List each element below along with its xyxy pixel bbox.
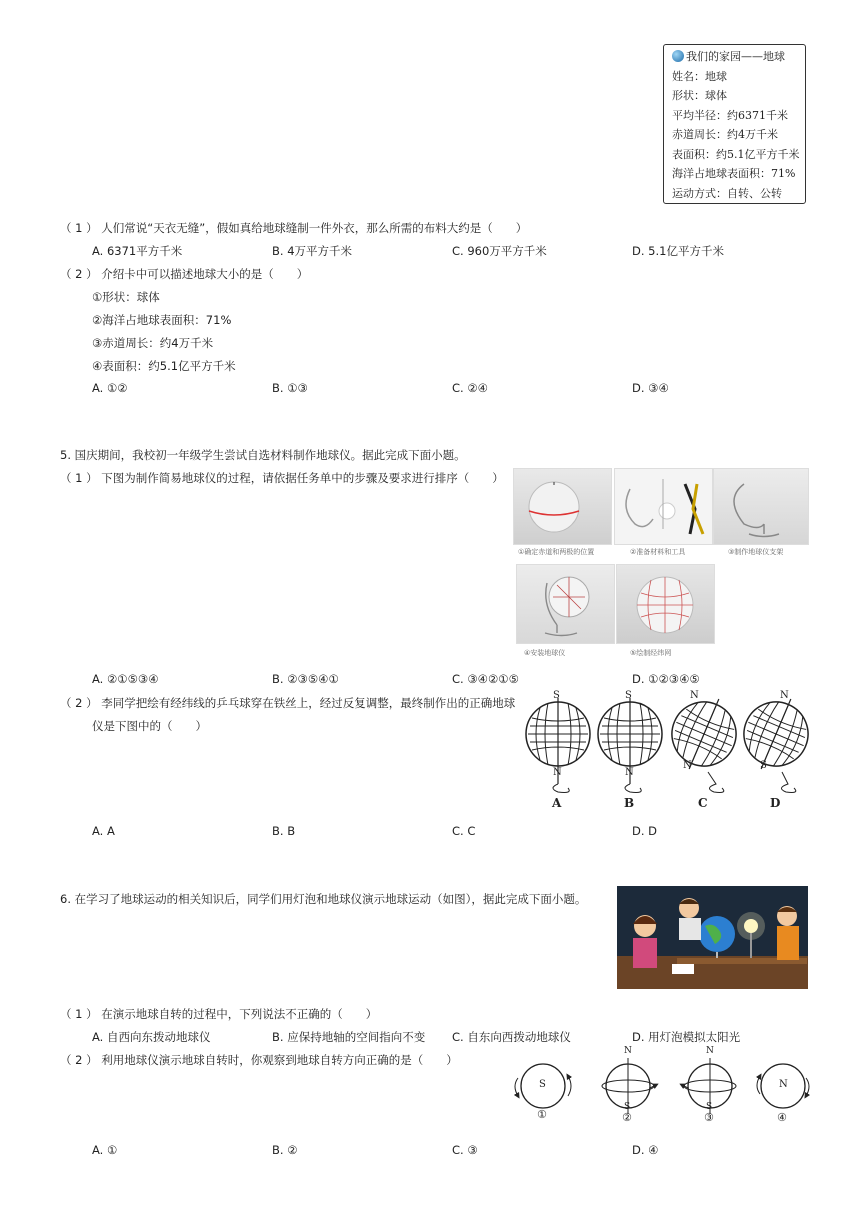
option-a[interactable]: A. 自西向东拨动地球仪 bbox=[92, 1030, 211, 1044]
card-line: 赤道周长：约4万千米 bbox=[672, 128, 778, 141]
rotation-center-label: N bbox=[779, 1079, 788, 1090]
option-d[interactable]: D. D bbox=[632, 824, 658, 838]
question-6-2-stem: （ 2 ） 利用地球仪演示地球自转时，你观察到地球自转方向正确的是（ ） bbox=[60, 1053, 458, 1067]
card-line: 运动方式：自转、公转 bbox=[672, 186, 782, 200]
globe-icon bbox=[672, 50, 684, 62]
rotation-pole-label: S bbox=[624, 1102, 631, 1112]
photo-caption: ⑤绘制经纬网 bbox=[630, 649, 672, 657]
card-title-row bbox=[672, 47, 805, 67]
question-4-2-stem: （ 2 ） 介绍卡中可以描述地球大小的是（ ） bbox=[60, 267, 309, 281]
pole-label: N bbox=[690, 690, 699, 701]
option-c[interactable]: C. 自东向西拨动地球仪 bbox=[452, 1030, 571, 1044]
rotation-pole-label: N bbox=[706, 1046, 714, 1056]
pole-label: S bbox=[760, 760, 767, 771]
photo-caption: ①确定赤道和两极的位置 bbox=[518, 548, 595, 556]
option-d[interactable]: D. 5.1亿平方千米 bbox=[632, 244, 724, 258]
option-b[interactable]: B. 应保持地轴的空间指向不变 bbox=[272, 1030, 426, 1044]
list-item: ③赤道周长：约4万千米 bbox=[92, 336, 214, 350]
photo-stand bbox=[713, 468, 809, 545]
rotation-label: ② bbox=[622, 1111, 632, 1124]
option-d[interactable]: D. ①②③④⑤ bbox=[632, 672, 700, 686]
globe-options-diagram bbox=[518, 688, 813, 813]
list-item: ④表面积：约5.1亿平方千米 bbox=[92, 359, 236, 373]
card-line: 姓名：地球 bbox=[672, 69, 727, 83]
globe-b bbox=[598, 698, 662, 793]
pole-label: N bbox=[780, 690, 789, 701]
photo-ball-equator bbox=[513, 468, 612, 545]
pole-label: S bbox=[553, 690, 560, 701]
pole-label: N bbox=[683, 760, 692, 771]
rotation-pole-label: S bbox=[706, 1102, 713, 1112]
option-b[interactable]: B. B bbox=[272, 824, 296, 838]
question-4-1-stem: （ 1 ） 人们常说“天衣无缝”，假如真给地球缝制一件外衣，那么所需的布料大约是（ ） bbox=[60, 221, 528, 235]
rotation-label: ③ bbox=[704, 1111, 714, 1124]
rotation-center-label: S bbox=[539, 1079, 546, 1090]
question-5-1-stem: （ 1 ） 下图为制作简易地球仪的过程，请依据任务单中的步骤及要求进行排序（ ） bbox=[60, 471, 504, 485]
photo-caption: ③制作地球仪支架 bbox=[728, 548, 784, 556]
option-a[interactable]: A. ①② bbox=[92, 381, 128, 395]
photo-assembled-globe bbox=[516, 564, 615, 644]
photo-caption: ④安装地球仪 bbox=[524, 649, 566, 657]
option-a[interactable]: A. A bbox=[92, 824, 115, 838]
option-c[interactable]: C. ③ bbox=[452, 1143, 478, 1157]
question-6-intro: 6. 在学习了地球运动的相关知识后，同学们用灯泡和地球仪演示地球运动（如图），据此完成下面小题。 bbox=[60, 892, 587, 906]
option-c[interactable]: C. ③④②①⑤ bbox=[452, 672, 519, 686]
option-c[interactable]: C. ②④ bbox=[452, 381, 488, 395]
rotation-label: ④ bbox=[777, 1111, 787, 1124]
pole-label: S bbox=[625, 690, 632, 701]
card-line: 平均半径：约6371千米 bbox=[672, 108, 788, 122]
pole-label: N bbox=[625, 767, 634, 778]
option-a[interactable]: A. ① bbox=[92, 1143, 118, 1157]
rotation-pole-label: N bbox=[624, 1046, 632, 1056]
rotation-label: ① bbox=[537, 1108, 547, 1121]
question-5-2-stem: （ 2 ） 李同学把绘有经纬线的乒乓球穿在铁丝上，经过反复调整，最终制作出的正确地球 bbox=[60, 696, 516, 710]
option-b[interactable]: B. ② bbox=[272, 1143, 298, 1157]
globe-label: C bbox=[698, 796, 708, 810]
globe-label: D bbox=[770, 796, 781, 810]
question-5-2-stem-cont: 仪是下图中的（ ） bbox=[92, 719, 207, 733]
card-line: 表面积：约5.1亿平方千米 bbox=[672, 147, 800, 161]
illustration-globe-demo bbox=[617, 886, 808, 989]
option-a[interactable]: A. 6371平方千米 bbox=[92, 244, 183, 258]
globe-label: A bbox=[552, 796, 562, 810]
option-c[interactable]: C. 960万平方千米 bbox=[452, 244, 547, 258]
pole-label: N bbox=[553, 767, 562, 778]
card-title: 我们的家园——地球 bbox=[686, 50, 785, 63]
globe-label: B bbox=[624, 796, 635, 810]
option-c[interactable]: C. C bbox=[452, 824, 476, 838]
photo-materials bbox=[614, 468, 713, 545]
globe-a bbox=[526, 698, 590, 793]
list-item: ②海洋占地球表面积：71% bbox=[92, 313, 232, 327]
option-b[interactable]: B. ①③ bbox=[272, 381, 308, 395]
option-a[interactable]: A. ②①⑤③④ bbox=[92, 672, 159, 686]
card-line: 形状：球体 bbox=[672, 89, 727, 102]
option-b[interactable]: B. ②③⑤④① bbox=[272, 672, 339, 686]
globe-d bbox=[732, 688, 813, 793]
option-d[interactable]: D. ④ bbox=[632, 1143, 659, 1157]
photo-grid-ball bbox=[616, 564, 715, 644]
card-line: 海洋占地球表面积：71% bbox=[672, 167, 796, 180]
question-5-intro: 5. 国庆期间，我校初一年级学生尝试自选材料制作地球仪。据此完成下面小题。 bbox=[60, 448, 466, 462]
option-d[interactable]: D. ③④ bbox=[632, 381, 669, 395]
rotation-options-diagram bbox=[510, 1048, 815, 1128]
photo-caption: ②准备材料和工具 bbox=[630, 548, 686, 556]
globe-c bbox=[660, 688, 749, 793]
earth-info-card bbox=[663, 44, 806, 204]
list-item: ①形状：球体 bbox=[92, 290, 160, 304]
question-6-1-stem: （ 1 ） 在演示地球自转的过程中，下列说法不正确的（ ） bbox=[60, 1007, 378, 1021]
option-b[interactable]: B. 4万平方千米 bbox=[272, 244, 353, 258]
option-d[interactable]: D. 用灯泡模拟太阳光 bbox=[632, 1030, 741, 1044]
